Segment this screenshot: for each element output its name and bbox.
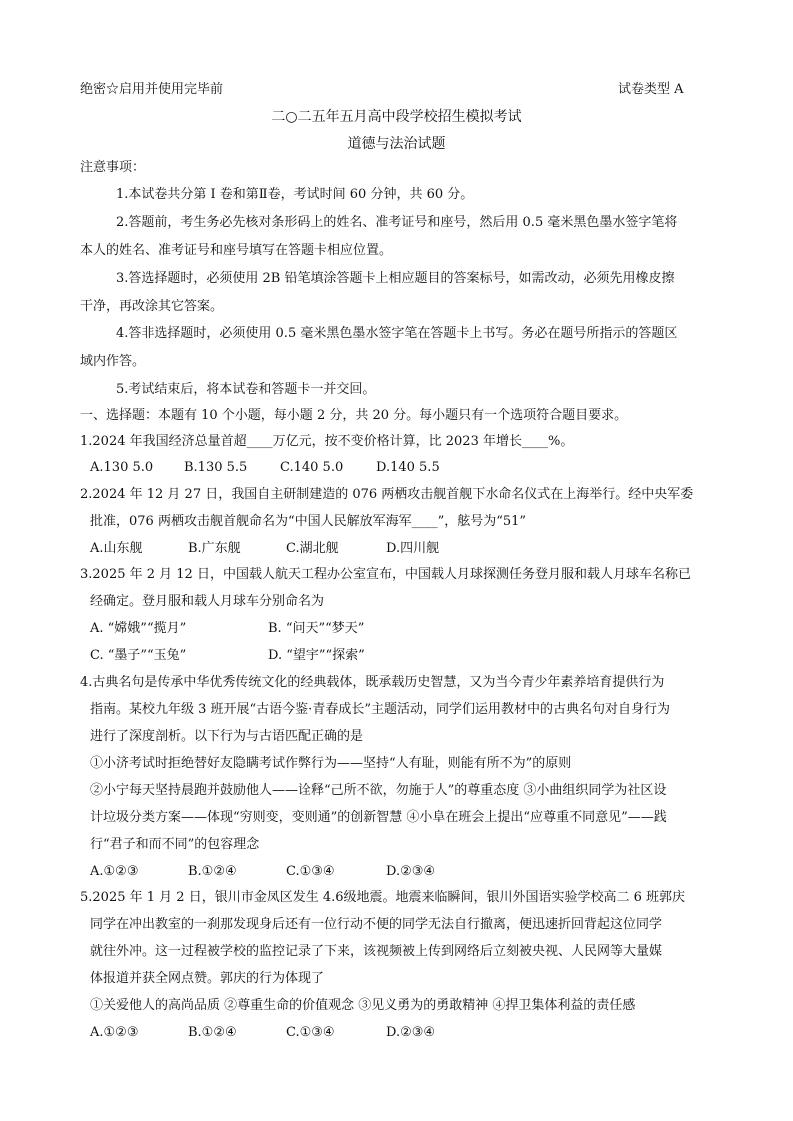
option-d: D.140 5.5 <box>376 460 440 475</box>
question-3-options-row2 <box>90 647 490 665</box>
exam-title: 二○二五年五月高中段学校招生模拟考试 <box>271 109 522 125</box>
question-3-stem: 经确定。登月服和载人月球车分别命名为 <box>90 594 325 609</box>
question-1-options <box>90 459 490 477</box>
option-c: C.湖北舰 <box>286 541 339 556</box>
option-a: A. “嫦娥”“揽月” <box>90 621 187 636</box>
notice-item: 域内作答。 <box>80 354 146 369</box>
notice-item: 5.考试结束后，将本试卷和答题卡一并交回。 <box>116 382 376 397</box>
notice-item: 2.答题前，考生务必先核对条形码上的姓名、准考证号和座号，然后用 0.5 毫米黑色墨水签字笔将 <box>116 215 678 230</box>
question-5-stem: 就往外冲。这一过程被学校的监控记录了下来，该视频被上传到网络后立刻被央视、人民网等大量媒 <box>90 944 663 959</box>
notice-item: 1.本试卷共分第 I 卷和第Ⅱ卷，考试时间 60 分钟，共 60 分。 <box>116 187 474 202</box>
notice-item: 4.答非选择题时，必须使用 0.5 毫米黑色墨水签字笔在答题卡上书写。务必在题号所指示的答题区 <box>116 326 678 341</box>
question-4-stem: 4.古典名句是传承中华优秀传统文化的经典载体，既承载历史智慧，又为当今青少年素养培育提供行为 <box>80 675 665 690</box>
question-3-stem: 3.2025 年 2 月 12 日，中国载人航天工程办公室宣布，中国载人月球探测任务登月服和载人月球车名称已 <box>80 567 691 582</box>
notice-item: 干净，再改涂其它答案。 <box>80 299 224 314</box>
question-3-options-row1 <box>90 620 490 638</box>
question-2-stem: 2.2024 年 12 月 27 日，我国自主研制建造的 076 两栖攻击舰首舰下水命名仪式在上海举行。经中央军委 <box>80 487 694 502</box>
question-4-options <box>90 863 490 881</box>
question-4-stem: 进行了深度剖析。以下行为与古语匹配正确的是 <box>90 729 364 744</box>
question-5-items: ①关爱他人的高尚品质 ②尊重生命的价值观念 ③见义勇为的勇敢精神 ④捍卫集体利益的责任感 <box>90 998 636 1013</box>
option-b: B.①②④ <box>188 864 237 879</box>
paper-type-label: 试卷类型 A <box>618 82 684 97</box>
option-a: A.山东舰 <box>90 541 143 556</box>
option-c: C. “墨子”“玉兔” <box>90 648 187 663</box>
notice-heading: 注意事项： <box>80 160 146 175</box>
option-b: B.130 5.5 <box>184 460 248 475</box>
question-1-stem: 1.2024 年我国经济总量首超____万亿元，按不变价格计算，比 2023 年增长____%。 <box>80 434 574 449</box>
option-b: B.①②④ <box>188 1025 237 1040</box>
question-4-item: 行“君子和而不同”的包容理念 <box>90 837 260 852</box>
confidential-label: 绝密☆启用并使用完毕前 <box>80 82 224 97</box>
option-b: B. “问天”“梦天” <box>268 621 365 636</box>
question-5-options <box>90 1024 490 1042</box>
question-4-stem: 指南。某校九年级 3 班开展“古语今鉴·青春成长”主题活动，同学们运用教材中的古典名句对自身行为 <box>90 702 670 717</box>
question-5-stem: 同学在冲出教室的一刹那发现身后还有一位行动不便的同学无法自行撤离，便迅速折回背起这位同学 <box>90 917 663 932</box>
option-d: D.四川舰 <box>386 541 440 556</box>
option-c: C.①③④ <box>286 864 335 879</box>
question-4-item: ①小济考试时拒绝替好友隐瞒考试作弊行为——坚持“人有耻，则能有所不为”的原则 <box>90 756 572 771</box>
notice-item: 3.答选择题时，必须使用 2B 铅笔填涂答题卡上相应题目的答案标号，如需改动，必须先用橡皮擦 <box>116 271 675 286</box>
question-5-stem: 5.2025 年 1 月 2 日，银川市金凤区发生 4.6级地震。地震来临瞬间，银川外国语实验学校高二 6 班郭庆 <box>80 890 686 905</box>
exam-subtitle: 道德与法治试题 <box>347 136 446 152</box>
option-b: B.广东舰 <box>188 541 241 556</box>
option-d: D.②③④ <box>386 1025 436 1040</box>
section-heading: 一、选择题：本题有 10 个小题，每小题 2 分，共 20 分。每小题只有一个选项符合题目要求。 <box>80 408 628 423</box>
option-a: A.130 5.0 <box>90 460 154 475</box>
option-a: A.①②③ <box>90 864 139 879</box>
question-2-options <box>90 540 490 558</box>
question-4-item: ②小宁每天坚持晨跑并鼓励他人——诠释“己所不欲，勿施于人”的尊重态度 ③小曲组织同学为社区设 <box>90 783 667 798</box>
question-5-stem: 体报道并获全网点赞。郭庆的行为体现了 <box>90 971 325 986</box>
option-a: A.①②③ <box>90 1025 139 1040</box>
option-d: D. “望宇”“探索” <box>268 648 365 663</box>
option-c: C.140 5.0 <box>280 460 344 475</box>
option-d: D.②③④ <box>386 864 436 879</box>
option-c: C.①③④ <box>286 1025 335 1040</box>
question-4-item: 计垃圾分类方案——体现“穷则变，变则通”的创新智慧 ④小阜在班会上提出“应尊重不同意见”——践 <box>90 810 667 825</box>
question-2-stem: 批准，076 两栖攻击舰首舰命名为“中国人民解放军海军____”，舷号为“51” <box>90 514 527 529</box>
notice-item: 本人的姓名、准考证号和座号填写在答题卡相应位置。 <box>80 243 393 258</box>
